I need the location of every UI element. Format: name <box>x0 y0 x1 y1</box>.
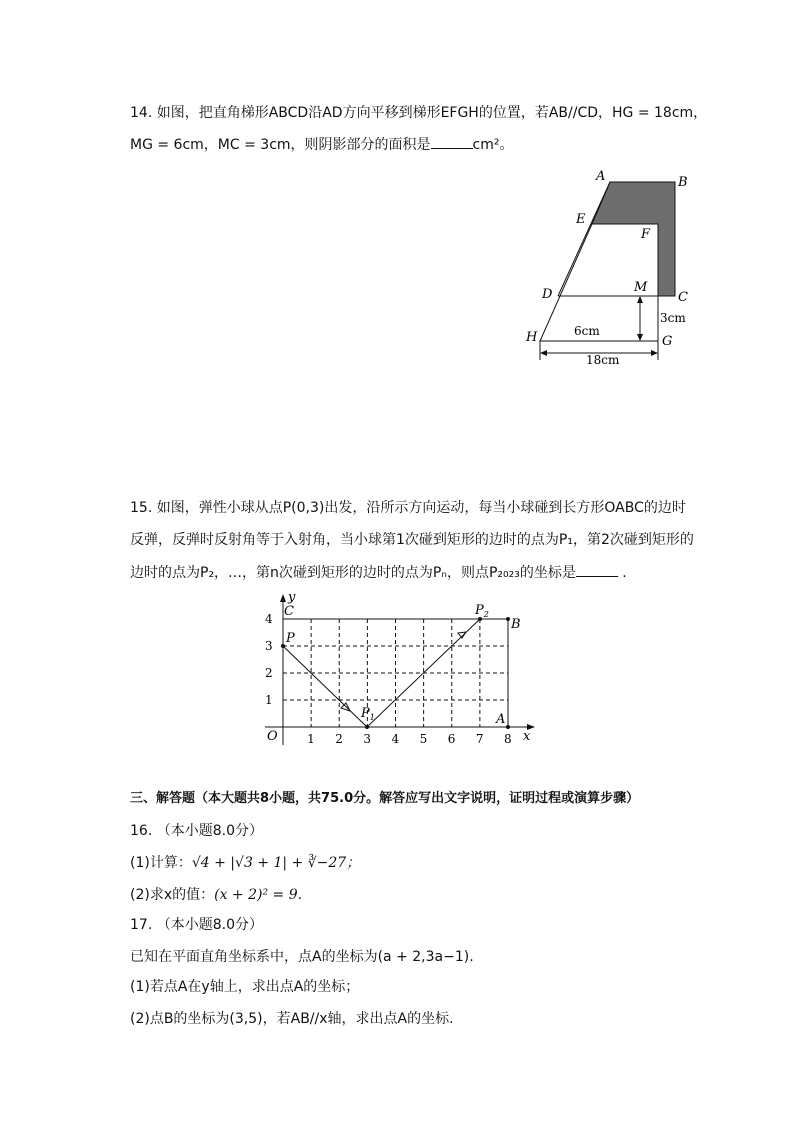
q15-line1: 15. 如图，弹性小球从点P(0,3)出发，沿所示方向运动，每当小球碰到长方形OABC的边时 <box>130 500 686 516</box>
point-b <box>506 617 510 621</box>
q17-header: 17. （本小题8.0分） <box>130 917 263 933</box>
x-tick-label: 3 <box>363 732 372 746</box>
q16-part2-pre: (2)求x的值： <box>130 887 215 903</box>
y-tick-label: 4 <box>265 612 273 626</box>
label-a: A <box>496 712 506 727</box>
x-tick-label: 4 <box>391 732 400 746</box>
label-p2-sub: 2 <box>483 610 489 619</box>
arrow-mg-head-down <box>637 334 643 341</box>
q14-answer-blank <box>431 134 473 149</box>
label-origin: O <box>267 729 278 744</box>
label-p: P <box>286 631 295 646</box>
shaded-region <box>592 182 675 296</box>
label-e: E <box>576 212 586 227</box>
path-p-p1 <box>283 646 367 727</box>
label-x-axis: x <box>523 729 531 744</box>
q17-line1: 已知在平面直角坐标系中，点A的坐标为(a + 2,3a−1). <box>130 949 474 965</box>
q14-figure <box>520 168 700 368</box>
label-d: D <box>542 287 553 302</box>
label-m: M <box>634 280 648 295</box>
q15-line3 <box>130 562 627 583</box>
label-p2-main: P <box>475 603 484 618</box>
label-p1-sub: 1 <box>369 713 375 722</box>
label-y-axis: y <box>288 590 296 605</box>
q16-header: 16. （本小题8.0分） <box>130 823 263 839</box>
label-b: B <box>678 175 688 190</box>
tick-labels <box>265 612 512 746</box>
label-c: C <box>678 290 688 305</box>
q16-part2-expr: (x + 2)² = 9. <box>214 887 303 903</box>
x-tick-label: 2 <box>335 732 343 746</box>
x-tick-label: 8 <box>504 732 512 746</box>
q14-line2-pre: MG = 6cm，MC = 3cm，则阴影部分的面积是 <box>130 137 431 153</box>
label-c: C <box>284 604 294 619</box>
x-tick-label: 5 <box>419 732 428 746</box>
section-3-title: 三、解答题（本大题共8小题，共75.0分。解答应写出文字说明，证明过程或演算步骤） <box>130 791 640 806</box>
label-h: H <box>526 330 538 345</box>
arrow-head-2 <box>458 632 466 638</box>
y-tick-label: 2 <box>265 666 273 680</box>
arrow-mg-head-up <box>637 296 643 303</box>
q16-part1 <box>130 853 360 873</box>
label-p1 <box>360 706 375 722</box>
q17-line2: (1)若点A在y轴上，求出点A的坐标； <box>130 979 360 995</box>
q15-line2: 反弹，反弹时反射角等于入射角，当小球第1次碰到矩形的边时的点为P₁，第2次碰到矩形的 <box>130 532 694 548</box>
y-tick-label: 3 <box>265 639 273 653</box>
grid <box>283 619 508 727</box>
label-g: G <box>662 334 673 349</box>
label-p2 <box>474 603 489 619</box>
q14-line1: 14. 如图，把直角梯形ABCD沿AD方向平移到梯形EFGH的位置，若AB//CD，HG = 18cm， <box>130 105 708 121</box>
q17-line3: (2)点B的坐标为(3,5)，若AB//x轴，求出点A的坐标. <box>130 1011 454 1027</box>
q14-line2 <box>130 134 513 155</box>
x-tick-label: 6 <box>447 732 456 746</box>
dim-hg-head-right <box>651 350 658 356</box>
dim-mc-label: 3cm <box>660 311 686 325</box>
line-ad <box>558 182 610 296</box>
label-p1-main: P <box>361 706 370 721</box>
q15-line3-post: . <box>617 565 627 581</box>
q15-line3-pre: 边时的点为P₂，…，第n次碰到矩形的边时的点为Pₙ，则点P₂₀₂₃的坐标是 <box>130 565 576 581</box>
label-f: F <box>641 227 651 242</box>
q14-line2-post: cm²。 <box>472 137 514 153</box>
q16-part2 <box>130 885 302 905</box>
label-b: B <box>511 617 521 632</box>
q16-part1-expr: √4 + |√3 + 1| + ∛−27； <box>191 855 361 871</box>
dim-hg-label: 18cm <box>586 353 620 367</box>
point-p <box>281 644 285 648</box>
point-a <box>506 725 510 729</box>
x-tick-label: 1 <box>307 732 315 746</box>
y-axis-arrow <box>280 594 286 602</box>
q16-part1-pre: (1)计算： <box>130 855 192 871</box>
dim-mg-label: 6cm <box>574 324 600 338</box>
label-a: A <box>596 169 606 184</box>
q15-figure <box>255 590 545 750</box>
y-tick-label: 1 <box>265 693 273 707</box>
point-p1 <box>365 725 369 729</box>
q15-answer-blank <box>576 562 618 577</box>
dim-hg-head-left <box>540 350 547 356</box>
x-tick-label: 7 <box>475 732 484 746</box>
